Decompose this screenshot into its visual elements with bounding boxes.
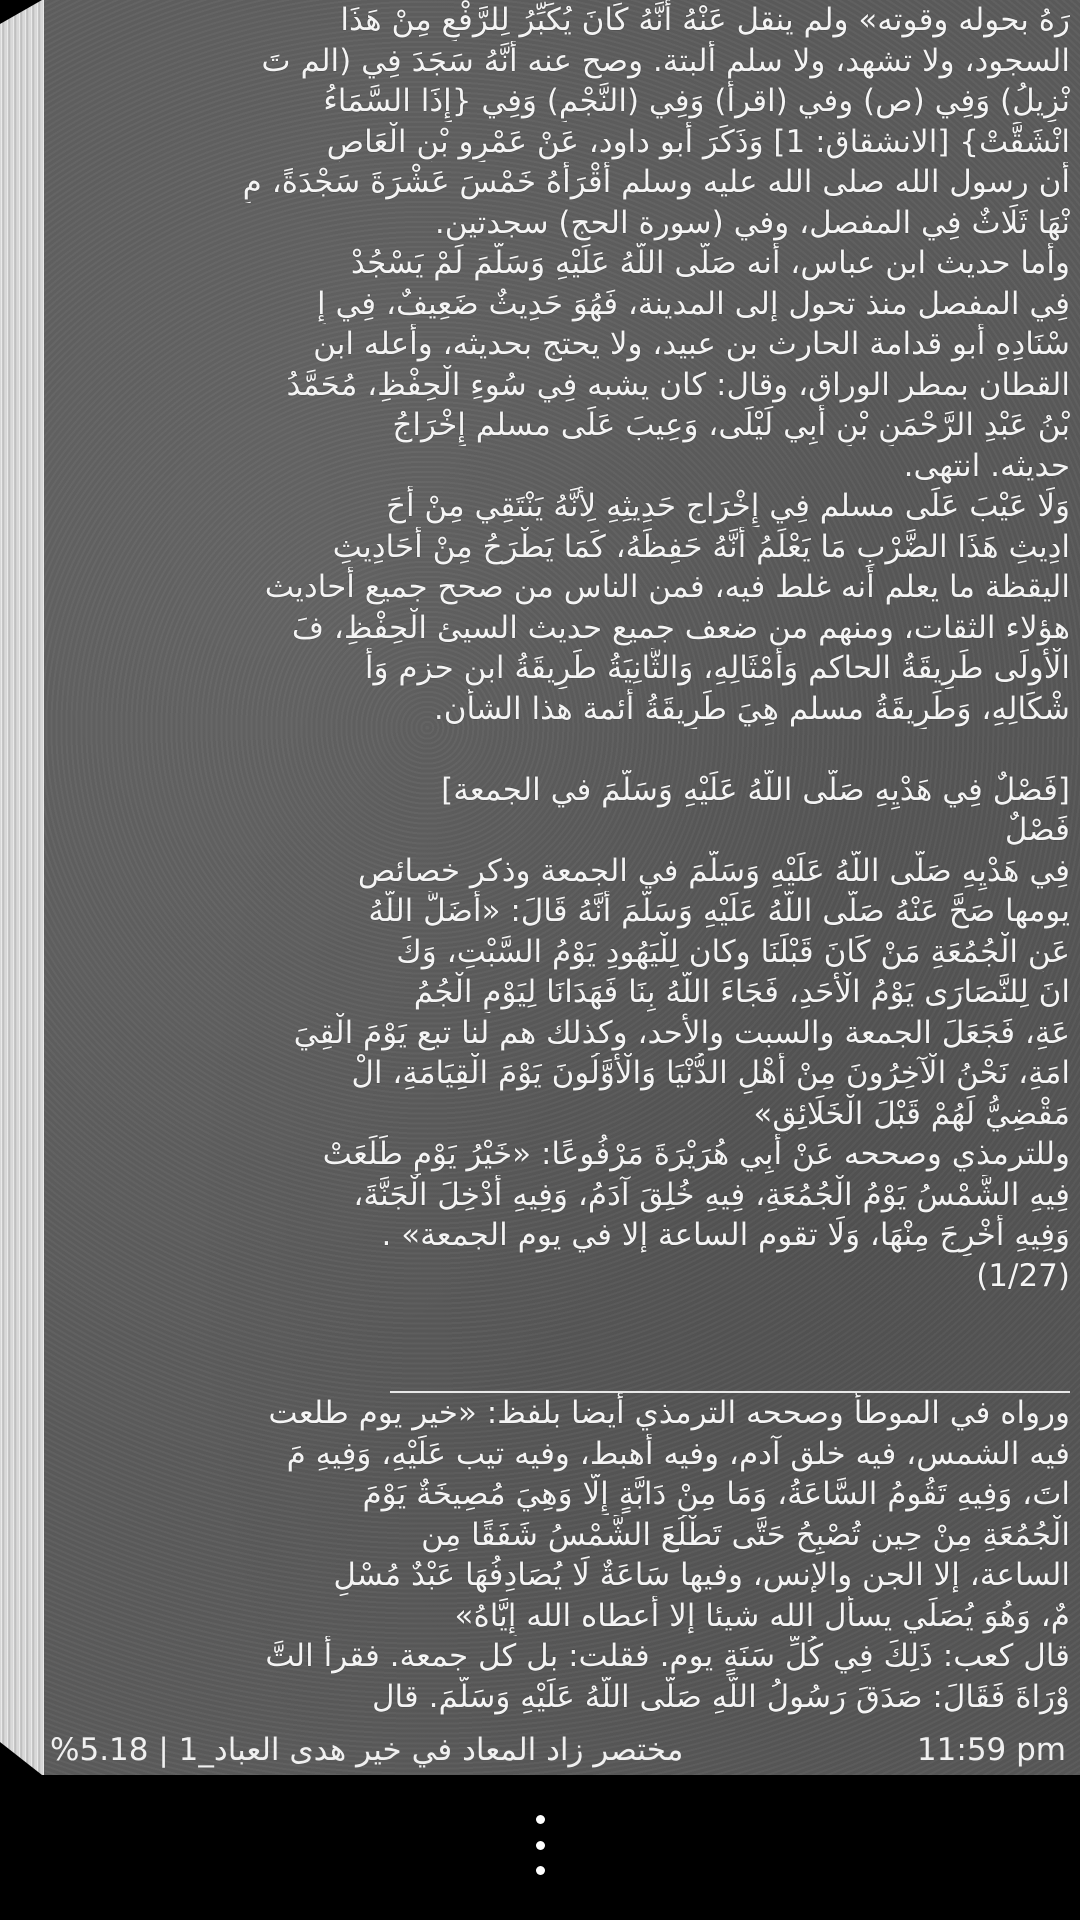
reader-page[interactable] bbox=[44, 0, 1080, 1775]
text-line: وللترمذي وصححه عَنْ أَبِي هُرَيْرَةَ مَرْفُوعًا: «خَيْرُ يَوْمٍ طَلَعَتْ bbox=[322, 1136, 1070, 1172]
book-text-continued bbox=[90, 1393, 1070, 1717]
text-line: السجود، ولا تشهد، ولا سلم ألبتة. وصح عنه أَنَّهُ سَجَدَ فِي (الم تَ bbox=[261, 42, 1070, 79]
page-reference: (1/27) bbox=[976, 1257, 1070, 1294]
text-line: مٌ، وَهُوَ يُصَلِّي يسأل الله شيئا إلا أعطاه الله إِيَّاهُ» bbox=[454, 1597, 1070, 1634]
text-line: مَقْضِيُّ لَهُمْ قَبْلَ الْخَلَائِقِ» bbox=[753, 1095, 1070, 1132]
text-line: وأما حديث ابن عباس، أنه صَلَّى اللَّهُ عَلَيْهِ وَسَلَّمَ لَمْ يَسْجُدْ bbox=[350, 245, 1070, 281]
navigation-bar bbox=[0, 1775, 1080, 1920]
text-line: بْنُ عَبْدِ الرَّحْمَنِ بْنِ أَبِي لَيْلَى، وَعِيبَ عَلَى مسلم إِخْرَاجُ bbox=[392, 407, 1070, 443]
book-title-progress: مختصر زاد المعاد في خير هدى العباد_1 | 5.18% bbox=[50, 1732, 684, 1768]
text-line: عَةِ، فَجَعَلَ الجمعة والسبت والأحد، وكذلك هم لنا تبع يَوْمَ الْقِيَ bbox=[293, 1014, 1070, 1051]
paragraph-gap bbox=[90, 729, 1070, 770]
section-heading: [فَصْلٌ فِي هَدْيِهِ صَلَّى اللَّهُ عَلَيْهِ وَسَلَّمَ في الجمعة] bbox=[441, 771, 1070, 808]
text-line: حديثه. انتهى. bbox=[903, 447, 1070, 484]
text-line: عَنِ الْجُمُعَةِ مَنْ كَانَ قَبْلَنَا وكان لِلْيَهُودِ يَوْمُ السَّبْتِ، وَكَ bbox=[396, 933, 1070, 970]
text-line: يومها صَحَّ عَنْهُ صَلَّى اللَّهُ عَلَيْهِ وَسَلَّمَ أَنَّهُ قَالَ: «أَضَلَّ اللَّهُ bbox=[368, 893, 1070, 929]
text-line: وَفِيهِ أُخْرِجَ مِنْهَا، وَلَا تقوم الساعة إلا في يوم الجمعة» . bbox=[381, 1217, 1070, 1253]
overflow-menu-icon[interactable] bbox=[520, 1815, 560, 1875]
text-line: هؤلاء الثقات، ومنهم من ضعف جميع حديث السيئ الْحِفْظِ، فَ bbox=[291, 609, 1070, 646]
text-line: شْكَالِهِ، وَطَرِيقَةُ مسلم هِيَ طَرِيقَةُ أئمة هذا الشأن. bbox=[433, 690, 1070, 727]
text-line: انَ لِلنَّصَارَى يَوْمُ الْأَحَدِ، فَجَاءَ اللَّهُ بِنَا فَهَدَانَا لِيَوْمِ الْجُمُ bbox=[413, 974, 1070, 1010]
book-text bbox=[90, 0, 1070, 1296]
text-line: فِي المفصل منذ تحول إلى المدينة، فَهُوَ حَدِيثٌ ضَعِيفٌ، فِي إِ bbox=[316, 285, 1070, 322]
text-line: فِي هَدْيِهِ صَلَّى اللَّهُ عَلَيْهِ وَسَلَّمَ في الجمعة وذكر خصائص bbox=[357, 852, 1070, 889]
text-line: نْهَا ثَلَاثٌ فِي المفصل، وفي (سورة الحج) سجدتين. bbox=[434, 204, 1070, 241]
section-label: فَصْلٌ bbox=[1004, 812, 1070, 848]
clock-time: 11:59 pm bbox=[916, 1732, 1066, 1768]
text-line: وَلَا عَيْبَ عَلَى مسلم فِي إِخْرَاجِ حَدِيثِهِ لِأَنَّهُ يَنْتَقِي مِنْ أَحَ bbox=[385, 488, 1070, 524]
text-line: فيه الشمس، فيه خلق آدم، وفيه أهبط، وفيه تيب عَلَيْهِ، وَفِيهِ مَ bbox=[286, 1435, 1070, 1472]
text-line: انْشَقَّتْ} [الانشقاق: 1] وَذَكَرَ أبو داود، عَنْ عَمْرِو بْنِ الْعَاصِ bbox=[326, 123, 1070, 160]
text-line: أن رسول الله صلى الله عليه وسلم أَقْرَأَهُ خَمْسَ عَشْرَةَ سَجْدَةً، مِ bbox=[242, 164, 1070, 200]
text-line: ورواه في الموطأ وصححه الترمذي أيضا بلفظ: «خير يوم طلعت bbox=[268, 1395, 1070, 1431]
text-line: وْرَاةَ فَقَالَ: صَدَقَ رَسُولُ اللَّهِ صَلَّى اللَّهُ عَلَيْهِ وَسَلَّمَ. قال bbox=[371, 1678, 1070, 1715]
text-line: اتَ، وَفِيهِ تَقُومُ السَّاعَةُ، وَمَا مِنْ دَابَّةٍ إِلَّا وَهِيَ مُصِيخَةٌ يَوْمَ bbox=[362, 1476, 1070, 1512]
reader-status-bar bbox=[44, 1730, 1080, 1770]
text-line: فِيهِ الشَّمْسُ يَوْمُ الْجُمُعَةِ، فِيهِ خُلِقَ آدَمُ، وَفِيهِ أُدْخِلَ الْجَنَّةَ، bbox=[353, 1176, 1070, 1213]
text-line: نْزِيلُ) وَفِي (ص) وفي (اقرأ) وَفِي (النَّجْمِ) وَفِي {إِذَا السَّمَاءُ bbox=[323, 83, 1070, 119]
menu-dot bbox=[536, 1866, 545, 1875]
text-line: رَهُ بحوله وقوته» ولم ينقل عَنْهُ أَنَّهُ كَانَ يُكَبِّرُ لِلرَّفْعِ مِنْ هَذَا bbox=[340, 2, 1070, 38]
text-line: الساعة، إلا الجن والإنس، وفيها سَاعَةٌ لَا يُصَادِفُهَا عَبْدٌ مُسْلِ bbox=[333, 1557, 1070, 1593]
text-line: اليقظة ما يعلم أنه غلط فيه، فمن الناس من صحح جميع أحاديث bbox=[264, 569, 1070, 605]
text-line: الْأُولَى طَرِيقَةُ الحاكم وَأَمْثَالِهِ، وَالثَّانِيَةُ طَرِيقَةُ ابن حزم وَأَ bbox=[364, 650, 1070, 686]
book-page-edges bbox=[0, 0, 47, 1775]
menu-dot bbox=[536, 1815, 545, 1824]
text-line: امَةِ، نَحْنُ الْآخِرُونَ مِنْ أَهْلِ الدُّنْيَا وَالْأَوَّلُونَ يَوْمَ الْقِيَامَةِ، الْ bbox=[351, 1055, 1070, 1091]
text-line: الْجُمُعَةِ مِنْ حِينِ تُصْبِحُ حَتَّى تَطْلُعَ الشَّمْسُ شَفَقًا مِن bbox=[421, 1516, 1070, 1553]
menu-dot bbox=[536, 1841, 545, 1850]
text-line: القطان بمطر الوراق، وقال: كان يشبه فِي سُوءِ الْحِفْظِ، مُحَمَّدُ bbox=[286, 366, 1070, 403]
text-line: ادِيثِ هَذَا الضَّرْبِ مَا يَعْلَمُ أَنَّهُ حَفِظَهُ، كَمَا يَطْرَحُ مِنْ أَحَادِيثِ bbox=[332, 528, 1070, 565]
text-line: قال كعب: ذَلِكَ فِي كُلِّ سَنَةٍ يوم. فقلت: بل كل جمعة. فقرأ التَّ bbox=[265, 1638, 1070, 1674]
text-line: سْنَادِهِ أبو قدامة الحارث بن عبيد، ولا يحتج بحديثه، وأعله ابن bbox=[313, 326, 1070, 362]
